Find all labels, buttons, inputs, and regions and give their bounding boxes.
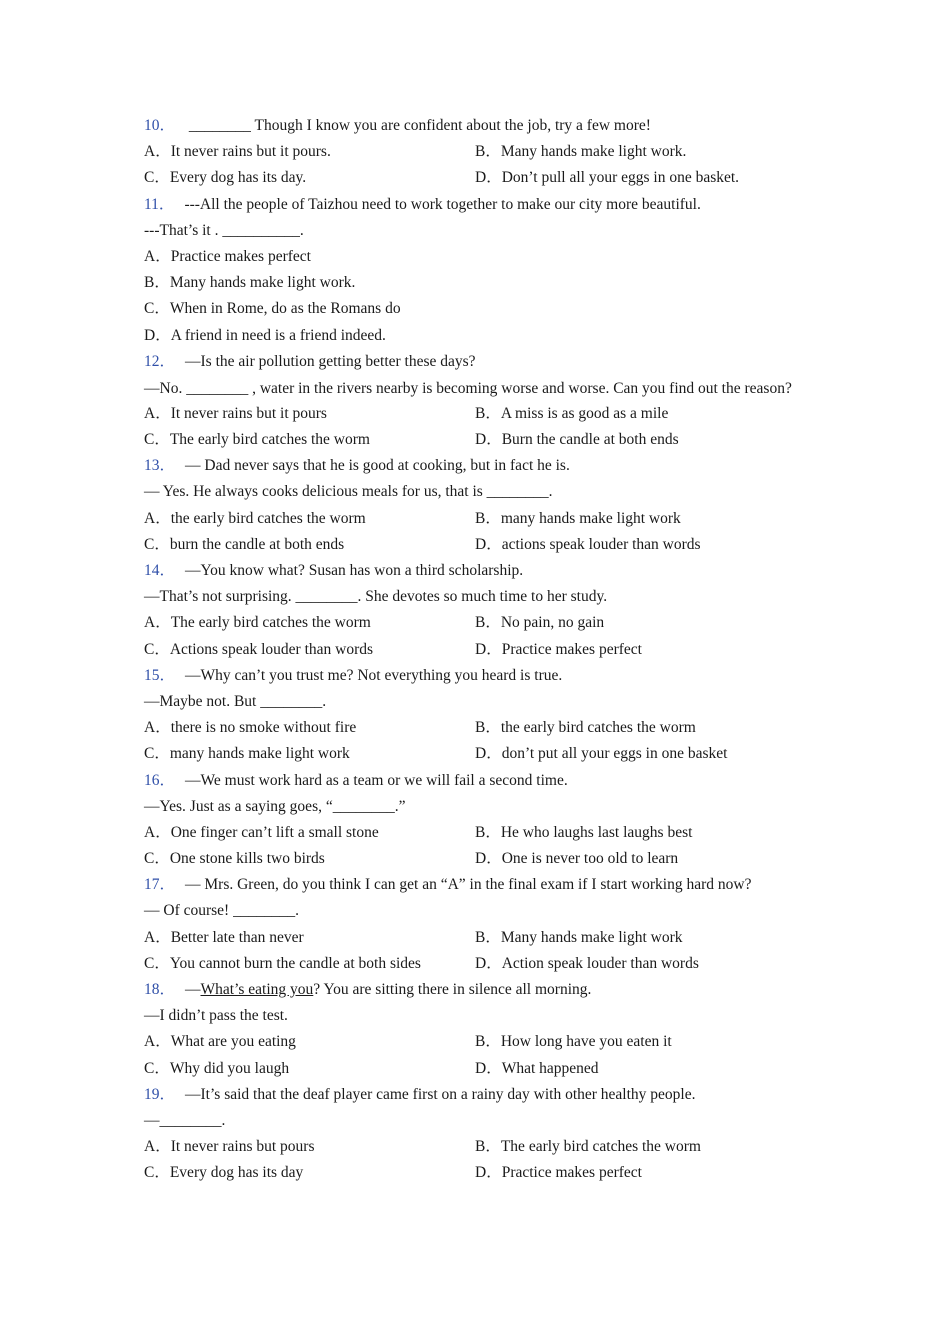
option-b[interactable]: B．He who laughs last laughs best (475, 823, 693, 841)
option-row (144, 951, 794, 977)
question-number: 12． (144, 352, 176, 370)
option-d[interactable]: D．actions speak louder than words (475, 535, 701, 553)
option-a[interactable]: A．What are you eating (144, 1033, 296, 1051)
option-row (144, 846, 794, 872)
option-row (144, 925, 794, 951)
option-d[interactable]: D．Don’t pull all your eggs in one basket. (475, 169, 740, 187)
option-row (144, 1029, 794, 1055)
question-reply: —I didn’t pass the test. (144, 1007, 288, 1025)
option-d[interactable]: D．Action speak louder than words (475, 954, 699, 972)
option-row (144, 715, 794, 741)
question-stem: 13． — Dad never says that he is good at cooking, but in fact he is. (144, 457, 570, 475)
option-a[interactable]: A．It never rains but pours (144, 1138, 315, 1156)
option-row (144, 427, 794, 453)
option-d[interactable]: D．A friend in need is a friend indeed. (144, 326, 386, 344)
option-a[interactable]: A．It never rains but it pours (144, 404, 327, 422)
underlined-phrase: What’s eating you (200, 981, 314, 998)
question-stem: 15． —Why can’t you trust me? Not everything you heard is true. (144, 666, 563, 684)
question-18 (144, 977, 794, 1082)
option-a[interactable]: A．there is no smoke without fire (144, 719, 357, 737)
option-c[interactable]: C．When in Rome, do as the Romans do (144, 300, 401, 318)
option-row (144, 506, 794, 532)
question-stem: 17． — Mrs. Green, do you think I can get an “A” in the final exam if I start working hard now? (144, 876, 752, 894)
option-c[interactable]: C．Every dog has its day (144, 1164, 304, 1182)
option-a[interactable]: A．One finger can’t lift a small stone (144, 823, 379, 841)
question-10 (144, 113, 794, 192)
option-b[interactable]: B．Many hands make light work. (475, 143, 687, 161)
option-c[interactable]: C．many hands make light work (144, 745, 350, 763)
question-reply: —No. ________ , water in the rivers nearby is becoming worse and worse. Can you find out the reason? (144, 379, 792, 397)
question-reply: —Maybe not. But ________. (144, 692, 327, 710)
option-row (144, 637, 794, 663)
option-c[interactable]: C．burn the candle at both ends (144, 535, 345, 553)
option-row (144, 1134, 794, 1160)
question-number: 15． (144, 666, 176, 684)
option-c[interactable]: C．Every dog has its day. (144, 169, 307, 187)
exam-page (144, 113, 794, 1187)
question-reply: — Of course! ________. (144, 902, 299, 920)
question-stem: 12． —Is the air pollution getting better these days? (144, 352, 476, 370)
question-stem: 19． —It’s said that the deaf player came first on a rainy day with other healthy people. (144, 1085, 696, 1103)
question-reply: —That’s not surprising. ________. She devotes so much time to her study. (144, 588, 608, 606)
question-17 (144, 872, 794, 977)
option-row (144, 401, 794, 427)
question-11 (144, 192, 794, 349)
option-d[interactable]: D．don’t put all your eggs in one basket (475, 745, 728, 763)
question-12 (144, 349, 794, 454)
question-number: 19． (144, 1085, 176, 1103)
option-row (144, 1160, 794, 1186)
question-stem: 11． ---All the people of Taizhou need to work together to make our city more beautiful. (144, 195, 701, 213)
question-number: 18． (144, 981, 176, 998)
question-15 (144, 663, 794, 768)
question-number: 10． (144, 117, 176, 134)
question-13 (144, 453, 794, 558)
option-d[interactable]: D．Burn the candle at both ends (475, 431, 679, 449)
question-number: 13． (144, 457, 176, 475)
option-row (144, 139, 794, 165)
option-row (144, 165, 794, 191)
question-reply: —________. (144, 1111, 226, 1129)
option-d[interactable]: D．Practice makes perfect (475, 640, 642, 658)
option-a[interactable]: A．Better late than never (144, 928, 304, 946)
option-d[interactable]: D．What happened (475, 1059, 599, 1077)
question-reply: — Yes. He always cooks delicious meals for us, that is ________. (144, 483, 553, 501)
option-b[interactable]: B．A miss is as good as a mile (475, 404, 669, 422)
question-stem: 18． —What’s eating you? You are sitting there in silence all morning. (144, 981, 592, 998)
option-c[interactable]: C．Why did you laugh (144, 1059, 290, 1077)
option-c[interactable]: C．One stone kills two birds (144, 850, 325, 868)
option-b[interactable]: B．How long have you eaten it (475, 1033, 672, 1051)
question-16 (144, 768, 794, 873)
question-number: 16． (144, 771, 176, 789)
option-row (144, 741, 794, 767)
question-number: 17． (144, 876, 176, 894)
question-reply: ---That’s it . __________. (144, 221, 304, 239)
question-number: 11． (144, 195, 175, 213)
option-row (144, 820, 794, 846)
question-14 (144, 558, 794, 663)
option-a[interactable]: A．The early bird catches the worm (144, 614, 371, 632)
question-19 (144, 1082, 794, 1187)
question-stem: 10． ________ Though I know you are confident about the job, try a few more! (144, 117, 651, 134)
option-b[interactable]: B．many hands make light work (475, 509, 681, 527)
option-b[interactable]: B．Many hands make light work. (144, 274, 356, 292)
option-d[interactable]: D．One is never too old to learn (475, 850, 679, 868)
question-stem: 16． —We must work hard as a team or we will fail a second time. (144, 771, 568, 789)
option-c[interactable]: C．Actions speak louder than words (144, 640, 374, 658)
option-row (144, 610, 794, 636)
option-b[interactable]: B．No pain, no gain (475, 614, 605, 632)
option-c[interactable]: C．You cannot burn the candle at both sides (144, 954, 421, 972)
option-a[interactable]: A．Practice makes perfect (144, 247, 311, 265)
option-c[interactable]: C．The early bird catches the worm (144, 431, 370, 449)
option-a[interactable]: A．It never rains but it pours. (144, 143, 331, 161)
question-reply: —Yes. Just as a saying goes, “________.” (144, 797, 406, 815)
option-a[interactable]: A．the early bird catches the worm (144, 509, 366, 527)
option-b[interactable]: B．The early bird catches the worm (475, 1138, 701, 1156)
option-d[interactable]: D．Practice makes perfect (475, 1164, 642, 1182)
question-stem: 14． —You know what? Susan has won a third scholarship. (144, 562, 524, 579)
option-row (144, 532, 794, 558)
option-b[interactable]: B．Many hands make light work (475, 928, 683, 946)
question-number: 14． (144, 562, 176, 579)
option-row (144, 1056, 794, 1082)
option-b[interactable]: B．the early bird catches the worm (475, 719, 696, 737)
